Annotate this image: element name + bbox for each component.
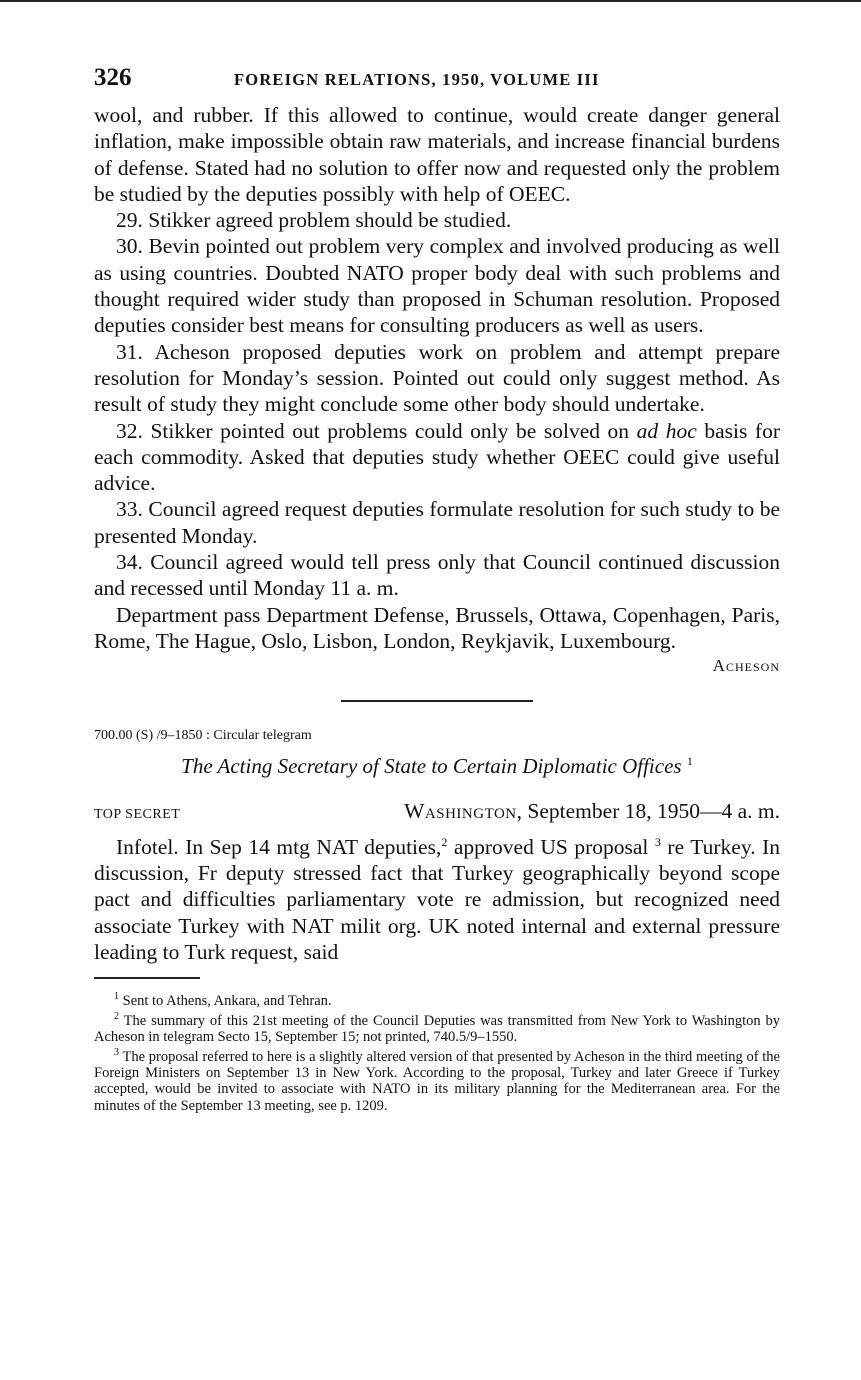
document-title-text: The Acting Secretary of State to Certain Diplomatic Offices xyxy=(181,753,682,778)
file-reference: 700.00 (S) /9–1850 : Circular telegram xyxy=(94,727,312,743)
paragraph-32-end: basis for each commodity. Asked that deputies study whether OEEC could give useful advice. xyxy=(94,418,780,496)
paragraph-29: 29. Stikker agreed problem should be studied. xyxy=(116,208,512,233)
paragraph-34: 34. Council agreed would tell press only that Council continued discussion and recessed until Monday 11 a. m. xyxy=(94,550,780,601)
date-time: , September 18, 1950—4 a. m. xyxy=(516,798,780,823)
telegram-text-1: Infotel. In Sep 14 mtg NAT deputies, xyxy=(116,834,442,859)
footnote-3-text: The proposal referred to here is a slightly altered version of that presented by Acheson in the third meeting of the Foreign Ministers on September 13 in New York. According to the proposal, Turkey and later Greece if Turkey accepted, would be invited to associate with NATO in its military planning for the Mediterranean area. For the minutes of the September 13 meeting, see p. 1209. xyxy=(94,1048,780,1114)
footnote-1-number: 1 xyxy=(114,990,119,1002)
page-header xyxy=(94,62,780,102)
footnote-3 xyxy=(94,1045,780,1114)
footnote-ref-2: 2 xyxy=(441,834,448,849)
paragraph-33: 33. Council agreed request deputies formulate resolution for such study to be presented Monday. xyxy=(94,497,780,548)
continued-telegram-text xyxy=(94,102,780,654)
running-head: FOREIGN RELATIONS, 1950, VOLUME III xyxy=(234,70,600,89)
footnote-3-number: 3 xyxy=(114,1047,119,1059)
footnote-ref-1: 1 xyxy=(686,753,693,768)
section-divider xyxy=(341,700,533,702)
footnote-2 xyxy=(94,1009,780,1045)
place-name: Washington xyxy=(404,798,517,823)
document-page xyxy=(94,62,780,1114)
paragraph-continued: wool, and rubber. If this allowed to continue, would create danger general inflation, make impossible obtain raw materials, and increase financial burdens of defense. Stated had no solution to offer now and requested only the problem be studied by the deputies possibly with help of OEEC. xyxy=(94,103,780,206)
classification-label: TOP SECRET xyxy=(94,806,181,822)
footnotes xyxy=(94,989,780,1114)
paragraph-30: 30. Bevin pointed out problem very complex and involved producing as well as using countries. Doubted NATO proper body deal with such problems and thought required wider study than proposed in Schuman resolution. Proposed deputies consider best means for consulting producers as well as users. xyxy=(94,234,780,338)
footnote-1-text: Sent to Athens, Ankara, and Tehran. xyxy=(122,992,332,1009)
footnote-2-text: The summary of this 21st meeting of the Council Deputies was transmitted from New York to Washington by Acheson in telegram Secto 15, September 15; not printed, 740.5/9–1550. xyxy=(94,1012,780,1045)
paragraph-32-start: 32. Stikker pointed out problems could only be solved on xyxy=(116,418,637,443)
dateline xyxy=(94,799,780,829)
paragraph-32-italic: ad hoc xyxy=(636,418,697,443)
telegram-text-3: re Turkey. In discussion, Fr deputy stressed fact that Turkey geographically beyond scope pact and difficulties parliamentary vote re admission, but recognized need associate Turkey with NAT milit org. UK noted internal and external pressure leading to Turk request, said xyxy=(94,834,780,965)
page-top-border xyxy=(0,0,861,2)
telegram-text-2: approved US proposal xyxy=(447,834,649,859)
page-number: 326 xyxy=(94,64,132,91)
distribution-paragraph: Department pass Department Defense, Brussels, Ottawa, Copenhagen, Paris, Rome, The Hague, Oslo, Lisbon, London, Reykjavik, Luxembourg. xyxy=(94,602,780,653)
footnote-divider xyxy=(94,977,200,979)
telegram-paragraph-1 xyxy=(94,829,780,966)
footnote-ref-3: 3 xyxy=(654,834,661,849)
footnote-1 xyxy=(94,989,780,1009)
signature-acheson: Acheson xyxy=(712,656,780,676)
footnote-2-number: 2 xyxy=(114,1010,119,1022)
document-title xyxy=(94,754,780,779)
telegram-body xyxy=(94,829,780,966)
paragraph-32 xyxy=(94,418,780,497)
place-and-date xyxy=(404,799,780,824)
paragraph-31: 31. Acheson proposed deputies work on problem and attempt prepare resolution for Monday’s session. Pointed out could only suggest method. As result of study they might conclude some other body should undertake. xyxy=(94,339,780,417)
